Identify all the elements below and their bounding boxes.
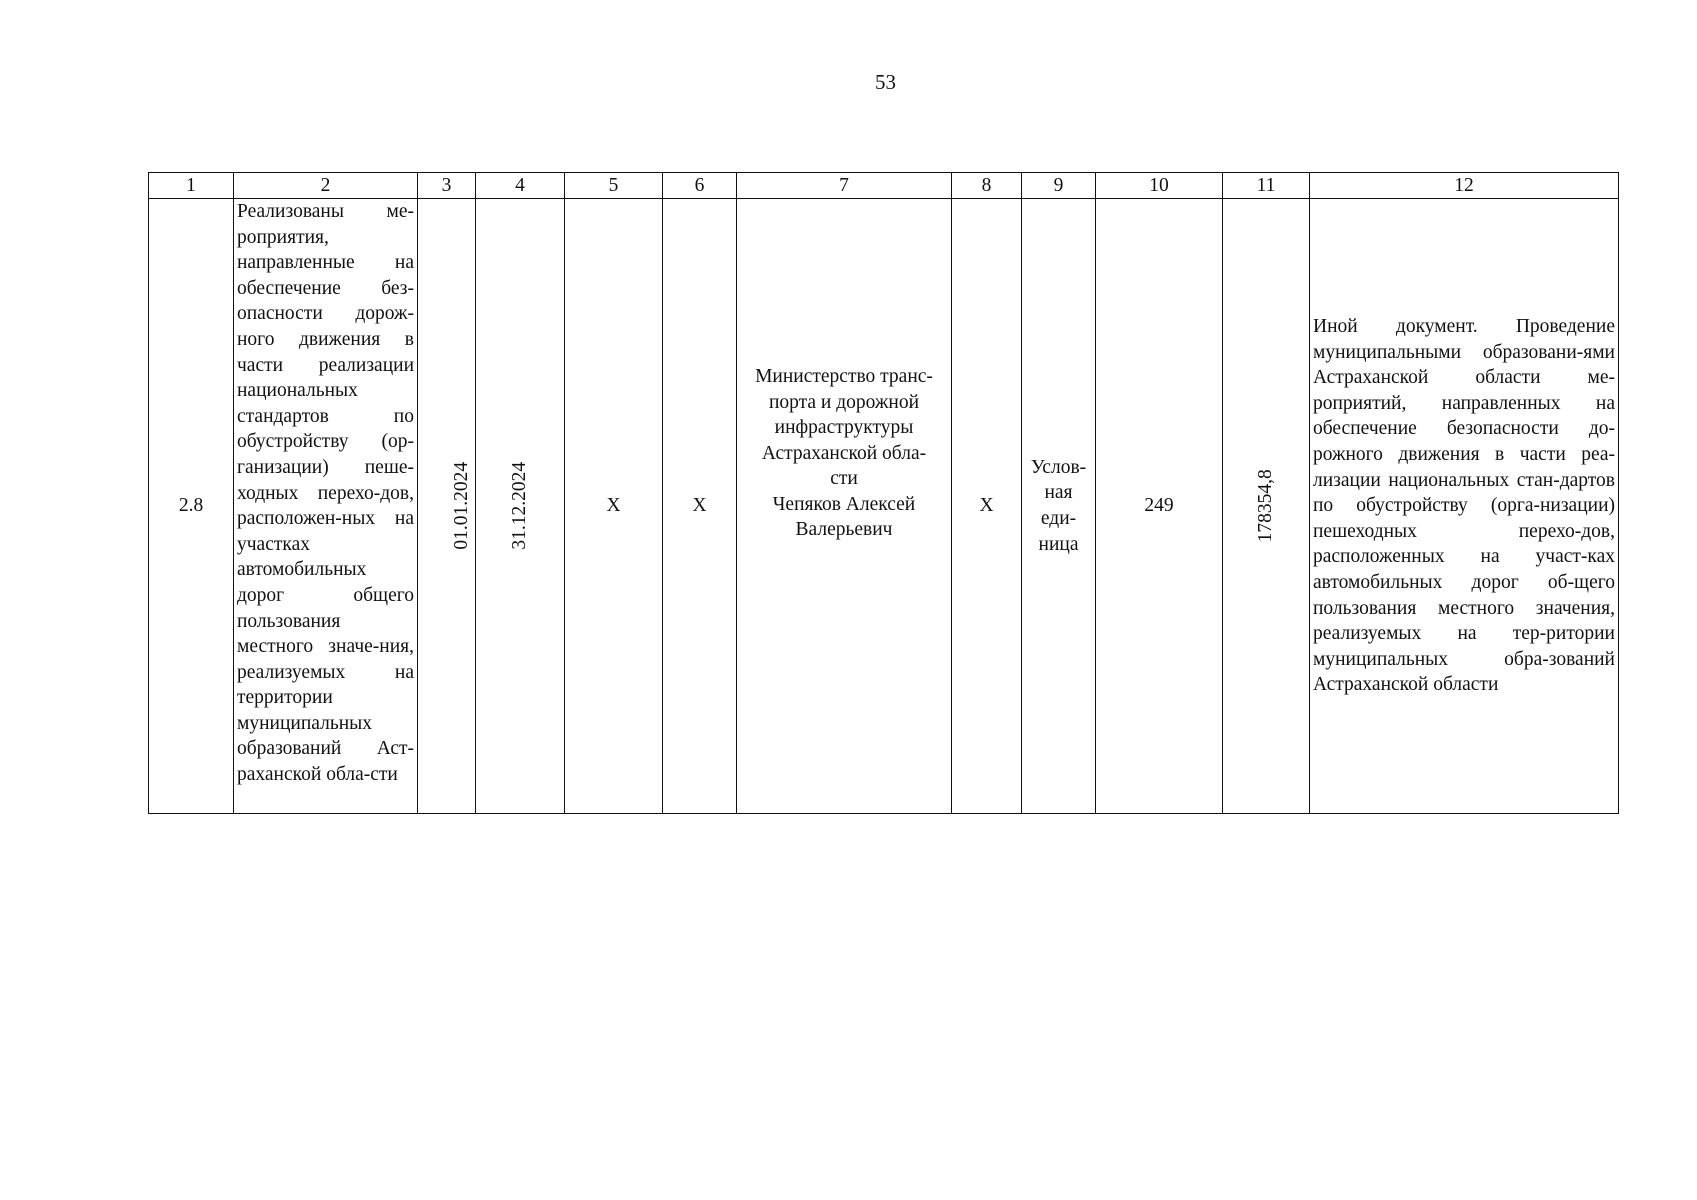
column-5-value: X [606,495,621,517]
column-number-7: 7 [737,173,952,199]
quantity-cell [1096,199,1223,814]
column-number-4: 4 [476,173,565,199]
responsible-executor: Министерство транс- порта и дорожной инфраструктуры Астраханской обла- сти Чепяков Алексей Валерьевич [755,365,933,541]
amount-value: 178354,8 [1255,469,1277,543]
column-number-10: 10 [1096,173,1223,199]
column-number-2: 2 [234,173,418,199]
end-date: 31.12.2024 [509,462,531,550]
start-date: 01.01.2024 [451,462,473,550]
column-number-5: 5 [565,173,663,199]
result-document: Иной документ. Проведение муниципальными образовани-ями Астраханской области ме-роприятий, направленных на обеспечение безопасности до-рожного движения в части реа-лизации национальных стан-дартов по обустройству (орга-низации) пешеходных перехо-дов, расположенных на участ-ках автомобильных дорог об-щего пользования местного значения, реализуемых на тер-ритории муниципальных обра-зований Астраханской области [1313,316,1615,696]
responsible-cell [737,199,952,814]
result-document-cell [1310,199,1619,814]
column-number-9: 9 [1022,173,1096,199]
column-number-11: 11 [1223,173,1310,199]
quantity-value: 249 [1144,495,1174,517]
page-number: 53 [875,70,896,94]
column-number-1: 1 [149,173,234,199]
table-header-row [149,173,1619,199]
row-number: 2.8 [178,495,204,517]
column-6-value: X [692,495,707,517]
activity-table [148,172,1619,814]
unit-of-measure: Услов- ная еди- ница [1030,456,1087,555]
column-number-3: 3 [418,173,476,199]
column-6-cell [663,199,737,814]
column-number-8: 8 [952,173,1022,199]
column-5-cell [565,199,663,814]
activity-description: Реализованы ме-роприятия, направленные на обеспечение без-опасности дорож-ного движения в части реализации национальных стандартов по обустройству (ор-ганизации) пеше-ходных перехо-дов, расположен-ных на участках автомобильных дорог общего пользования местного значе-ния, реализуемых на территории муниципальных образований Аст-раханской обла-сти [237,201,414,786]
amount-cell [1223,199,1310,814]
start-date-cell [418,199,476,814]
column-number-12: 12 [1310,173,1619,199]
column-8-cell [952,199,1022,814]
description-cell [234,199,418,814]
table-row [149,199,1619,814]
column-number-6: 6 [663,173,737,199]
column-8-value: X [979,495,994,517]
row-number-cell [149,199,234,814]
end-date-cell [476,199,565,814]
unit-cell [1022,199,1096,814]
